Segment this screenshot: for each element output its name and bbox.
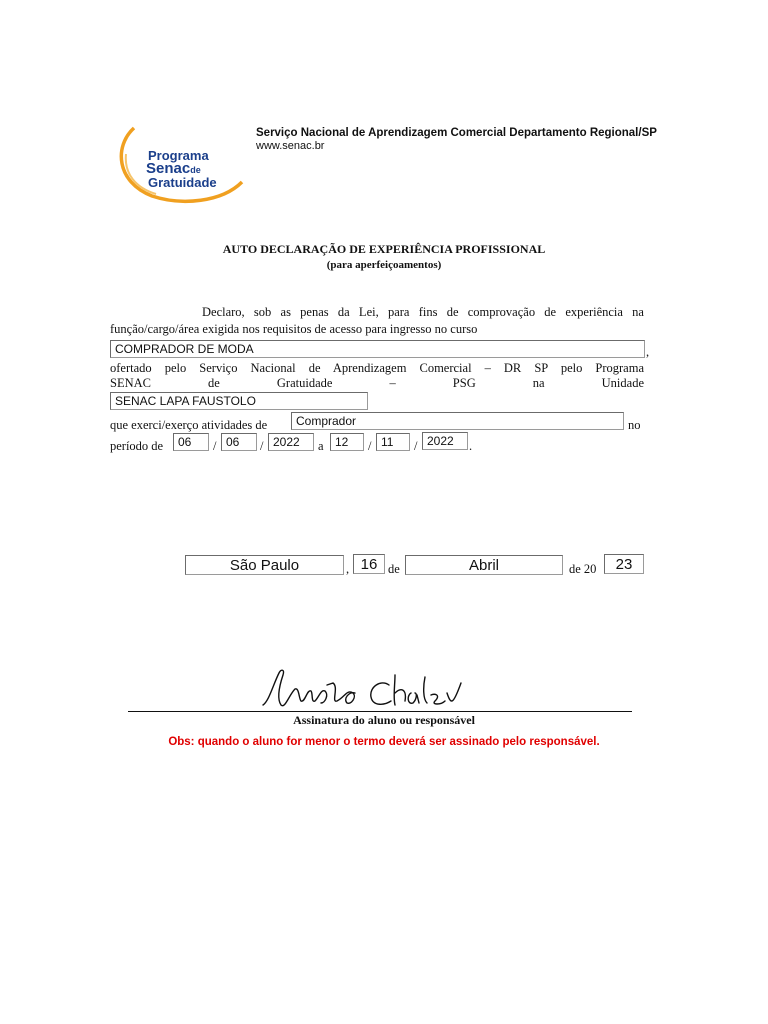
signature-icon — [255, 665, 485, 717]
end-month-field[interactable]: 11 — [376, 433, 410, 451]
paragraph-line-1: Declaro, sob as penas da Lei, para fins de comprovação de experiência na — [202, 305, 644, 319]
slash-1: / — [213, 439, 217, 453]
date-year-prefix: de 20 — [569, 562, 597, 576]
slash-3: / — [368, 439, 372, 453]
activity-no: no — [628, 418, 641, 432]
day-field[interactable]: 16 — [353, 554, 385, 574]
conj-a: a — [318, 439, 324, 453]
comma-after-course: , — [646, 345, 650, 359]
role-field[interactable]: Comprador — [291, 412, 624, 430]
unit-field[interactable]: SENAC LAPA FAUSTOLO — [110, 392, 368, 410]
date-de-1: de — [388, 562, 400, 576]
end-year-field[interactable]: 2022 — [422, 432, 468, 450]
date-comma: , — [346, 562, 350, 576]
handwritten-signature — [255, 665, 485, 717]
city-field[interactable]: São Paulo — [185, 555, 344, 575]
document-title: AUTO DECLARAÇÃO DE EXPERIÊNCIA PROFISSIONAL — [222, 242, 546, 256]
course-field[interactable]: COMPRADOR DE MODA — [110, 340, 645, 358]
guardian-note: Obs: quando o aluno for menor o termo deverá ser assinado pelo responsável. — [168, 736, 600, 748]
senac-logo — [112, 124, 247, 209]
logo-de: de — [190, 165, 201, 175]
start-month-field[interactable]: 06 — [221, 433, 257, 451]
paragraph-line-2: função/cargo/área exigida nos requisitos de acesso para ingresso no curso — [110, 322, 478, 336]
document-subtitle: (para aperfeiçoamentos) — [326, 259, 442, 271]
signature-label: Assinatura do aluno ou responsável — [293, 713, 475, 727]
period-label: período de — [110, 439, 164, 453]
slash-2: / — [260, 439, 264, 453]
paragraph-line-4: ofertado pelo Serviço Nacional de Aprendizagem Comercial – DR SP pelo Programa — [110, 361, 644, 375]
logo-senac-word: Senac — [146, 160, 191, 177]
month-field[interactable]: Abril — [405, 555, 563, 575]
start-year-field[interactable]: 2022 — [268, 433, 314, 451]
website: www.senac.br — [256, 140, 325, 152]
logo-programa: Programa — [148, 148, 209, 163]
signature-line — [128, 711, 632, 712]
paragraph-line-5: SENAC de Gratuidade – PSG na Unidade — [110, 376, 644, 390]
start-day-field[interactable]: 06 — [173, 433, 209, 451]
period-end: . — [469, 439, 473, 453]
org-name: Serviço Nacional de Aprendizagem Comercial Departamento Regional/SP — [256, 127, 657, 139]
year-field[interactable]: 23 — [604, 554, 644, 574]
slash-4: / — [414, 439, 418, 453]
activity-label: que exerci/exerço atividades de — [110, 418, 268, 432]
logo-gratuidade: Gratuidade — [148, 175, 217, 190]
end-day-field[interactable]: 12 — [330, 433, 364, 451]
